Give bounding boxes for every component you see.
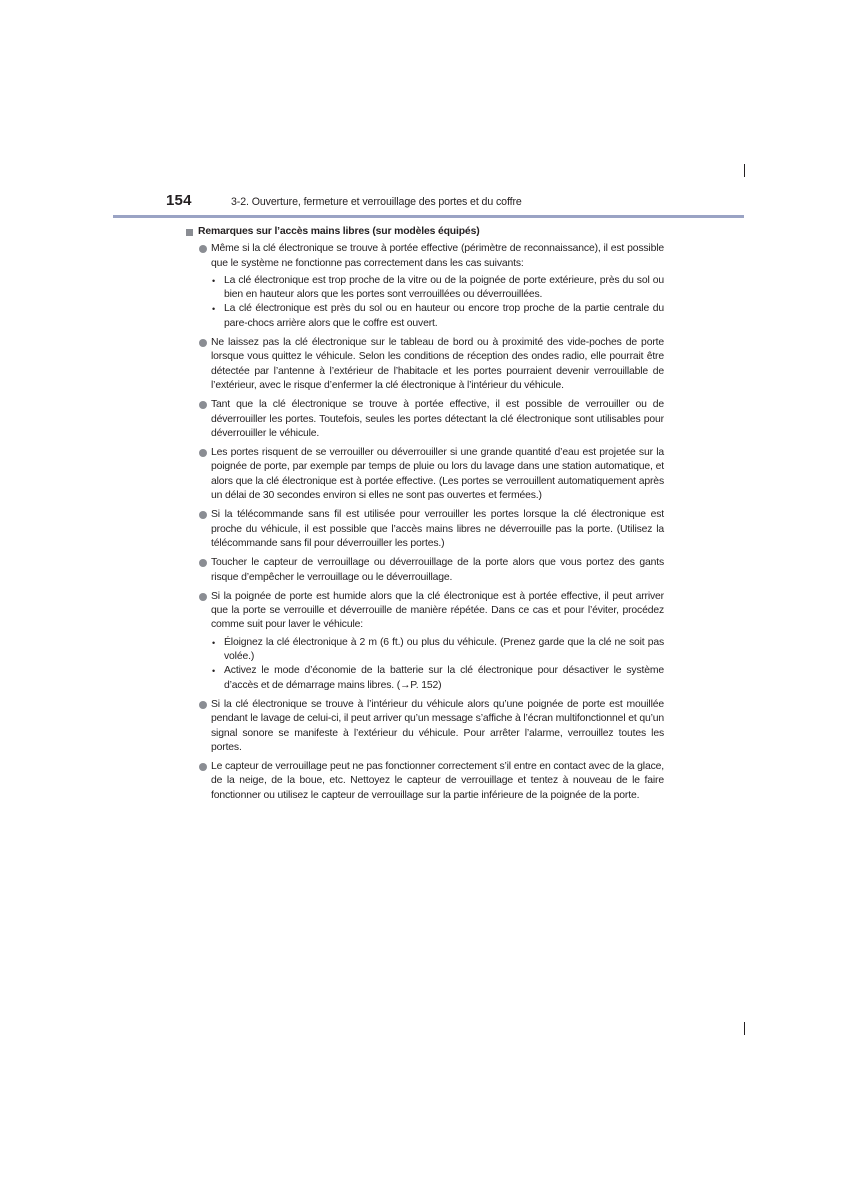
sub-list xyxy=(211,274,664,331)
round-bullet-icon xyxy=(199,401,207,409)
list-item xyxy=(186,590,664,693)
page-number: 154 xyxy=(166,192,192,209)
list-item xyxy=(186,336,664,393)
sub-list-item xyxy=(211,636,664,665)
list-item-text: Même si la clé électronique se trouve à portée effective (périmètre de reconnaissance), il est possible que le système ne fonctionne pas correctement dans les cas suivants: xyxy=(211,243,664,269)
list-item xyxy=(186,508,664,551)
round-bullet-icon xyxy=(199,559,207,567)
section-heading-text: Remarques sur l’accès mains libres (sur modèles équipés) xyxy=(198,226,480,237)
list-item-text: Le capteur de verrouillage peut ne pas fonctionner correctement s’il entre en contact avec de la glace, de la neige, de la boue, etc. Nettoyez le capteur de verrouillage et tentez à nouveau de le faire fonctionner ou utilisez le capteur de verrouillage sur la partie inférieure de la poignée de la porte. xyxy=(211,761,664,801)
sub-list-item xyxy=(211,274,664,303)
square-bullet-icon xyxy=(186,229,193,236)
sub-list xyxy=(211,636,664,693)
sub-list-item-text: Éloignez la clé électronique à 2 m (6 ft.) ou plus du véhicule. (Prenez garde que la clé ne soit pas volée.) xyxy=(224,636,664,663)
sub-list-item-text: La clé électronique est près du sol ou en hauteur ou encore trop proche de la partie centrale du pare-chocs arrière alors que le coffre est ouvert. xyxy=(224,303,664,329)
list-item-text: Si la télécommande sans fil est utilisée pour verrouiller les portes lorsque la clé électronique est proche du véhicule, il est possible que l’accès mains libres ne déverrouille pas la porte. (Utilisez la télécommande sans fil pour déverrouiller les portes.) xyxy=(211,509,664,549)
list-item-text: Tant que la clé électronique se trouve à portée effective, il est possible de verrouiller ou de déverrouiller les portes. Toutefois, seules les portes détectant la clé électronique sont utilisables pour déverrouiller le véhicule. xyxy=(211,399,664,439)
list-item xyxy=(186,242,664,331)
list-item xyxy=(186,698,664,755)
small-bullet-icon: • xyxy=(212,666,216,677)
header-rule xyxy=(113,215,744,218)
list-item-text: Ne laissez pas la clé électronique sur le tableau de bord ou à proximité des vide-poches de porte lorsque vous quittez le véhicule. Selon les conditions de réception des ondes radio, elle pourrait être détectée par l’antenne à l’extérieur de l’habitacle et les portes pourraient devenir verrouillable de l’extérieur, avec le risque d’enfermer la clé électronique à l’intérieur du véhicule. xyxy=(211,337,664,391)
round-bullet-icon xyxy=(199,511,207,519)
small-bullet-icon: • xyxy=(212,304,216,315)
round-bullet-icon xyxy=(199,593,207,601)
list-item xyxy=(186,760,664,803)
round-bullet-icon xyxy=(199,763,207,771)
section-heading xyxy=(186,225,664,239)
round-bullet-icon xyxy=(199,339,207,347)
round-bullet-icon xyxy=(199,449,207,457)
crop-mark-bottom xyxy=(744,1022,745,1035)
list-item xyxy=(186,556,664,585)
list-item-text: Si la clé électronique se trouve à l’intérieur du véhicule alors qu’une poignée de porte est mouillée pendant le lavage de celui-ci, il peut arriver qu’un message s’affiche à l’écran multifonctionnel et qu’un signal sonore se manifeste à l’extérieur du véhicule. Pour arrêter l’alarme, verrouillez toutes les portes. xyxy=(211,698,664,753)
list-item-text: Toucher le capteur de verrouillage ou déverrouillage de la porte alors que vous portez des gants risque d’empêcher le verrouillage ou le déverrouillage. xyxy=(211,557,664,583)
page-content xyxy=(186,225,664,808)
sub-list-item-text: La clé électronique est trop proche de la vitre ou de la poignée de porte extérieure, près du sol ou bien en hauteur alors que les portes sont verrouillées ou déverrouillées. xyxy=(224,274,664,301)
sub-list-item xyxy=(211,664,664,693)
sub-list-item-text: Activez le mode d’économie de la batterie sur la clé électronique pour désactiver le système d’accès et de démarrage mains libres. (→P. 152) xyxy=(224,665,664,691)
small-bullet-icon: • xyxy=(212,637,216,648)
list-item xyxy=(186,446,664,503)
sub-list-item xyxy=(211,302,664,331)
crop-mark-top xyxy=(744,164,745,177)
list-item xyxy=(186,398,664,441)
round-bullet-icon xyxy=(199,701,207,709)
list-item-text: Si la poignée de porte est humide alors que la clé électronique est à portée effective, il peut arriver que la porte se verrouille et déverrouille de manière répétée. Dans ce cas et pour l’éviter, procédez comme suit pour laver le véhicule: xyxy=(211,590,664,631)
round-bullet-icon xyxy=(199,245,207,253)
list-item-text: Les portes risquent de se verrouiller ou déverrouiller si une grande quantité d’eau est projetée sur la poignée de porte, par exemple par temps de pluie ou lors du lavage dans une station automatique, et alors que la clé électronique est à portée effective. (Les portes se verrouillent automatiquement après un délai de 30 secondes environ si elles ne sont pas ouvertes et fermées.) xyxy=(211,447,664,502)
small-bullet-icon: • xyxy=(212,275,216,286)
section-title: 3-2. Ouverture, fermeture et verrouillage des portes et du coffre xyxy=(231,196,522,208)
